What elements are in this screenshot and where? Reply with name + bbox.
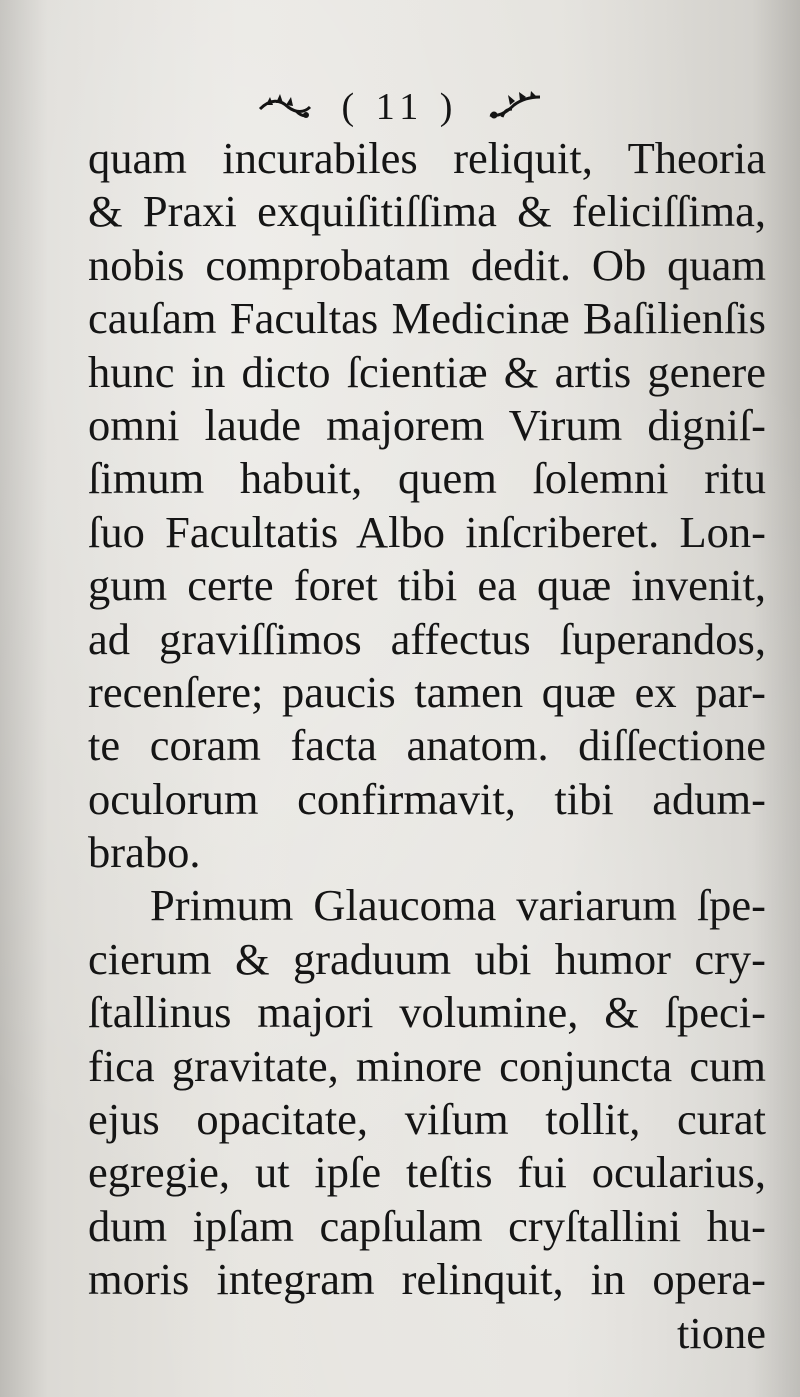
text-line: brabo. <box>88 827 201 878</box>
text-line: nobis comprobatam dedit. Ob quam <box>88 239 766 290</box>
text-line: moris integram relinquit, in opera- <box>88 1254 766 1305</box>
text-line: egregie, ut ipſe teſtis fui ocularius, <box>88 1147 766 1198</box>
text-line: cauſam Facultas Medicinæ Baſilienſis <box>88 293 766 344</box>
text-line: fica gravitate, minore conjuncta cum <box>88 1040 766 1091</box>
text-line: ſtallinus majori volumine, & ſpeci- <box>88 987 766 1038</box>
text-line: & Praxi exquiſitiſſima & feliciſſima, <box>88 186 766 237</box>
text-line: Primum Glaucoma variarum ſpe- <box>150 880 766 931</box>
text-line: ejus opacitate, viſum tollit, curat <box>88 1094 766 1145</box>
text-line: omni laude majorem Virum digniſ- <box>88 399 766 450</box>
page-number: ( 11 ) <box>341 86 459 128</box>
catchword: tione <box>677 1307 766 1358</box>
text-line: ſuo Facultatis Albo inſcriberet. Lon- <box>88 506 766 557</box>
text-line: te coram facta anatom. diſſectione <box>88 720 766 771</box>
text-line: ſimum habuit, quem ſolemni ritu <box>88 453 766 504</box>
text-line: oculorum confirmavit, tibi adum- <box>88 773 766 824</box>
leaf-ornament-icon <box>486 91 544 123</box>
text-line: cierum & graduum ubi humor cry- <box>88 933 766 984</box>
text-line: quam incurabiles reliquit, Theoria <box>88 133 766 183</box>
text-line: recenſere; paucis tamen quæ ex par- <box>88 666 766 717</box>
text-line: gum certe foret tibi ea quæ invenit, <box>88 560 766 611</box>
text-line: ad graviſſimos affectus ſuperandos, <box>88 613 766 664</box>
text-line: hunc in dicto ſcientiæ & artis genere <box>88 346 766 397</box>
body-text <box>88 132 766 1360</box>
leaf-ornament-icon <box>256 91 314 123</box>
page-header <box>0 82 800 132</box>
text-line: dum ipſam capſulam cryſtallini hu- <box>88 1200 766 1251</box>
